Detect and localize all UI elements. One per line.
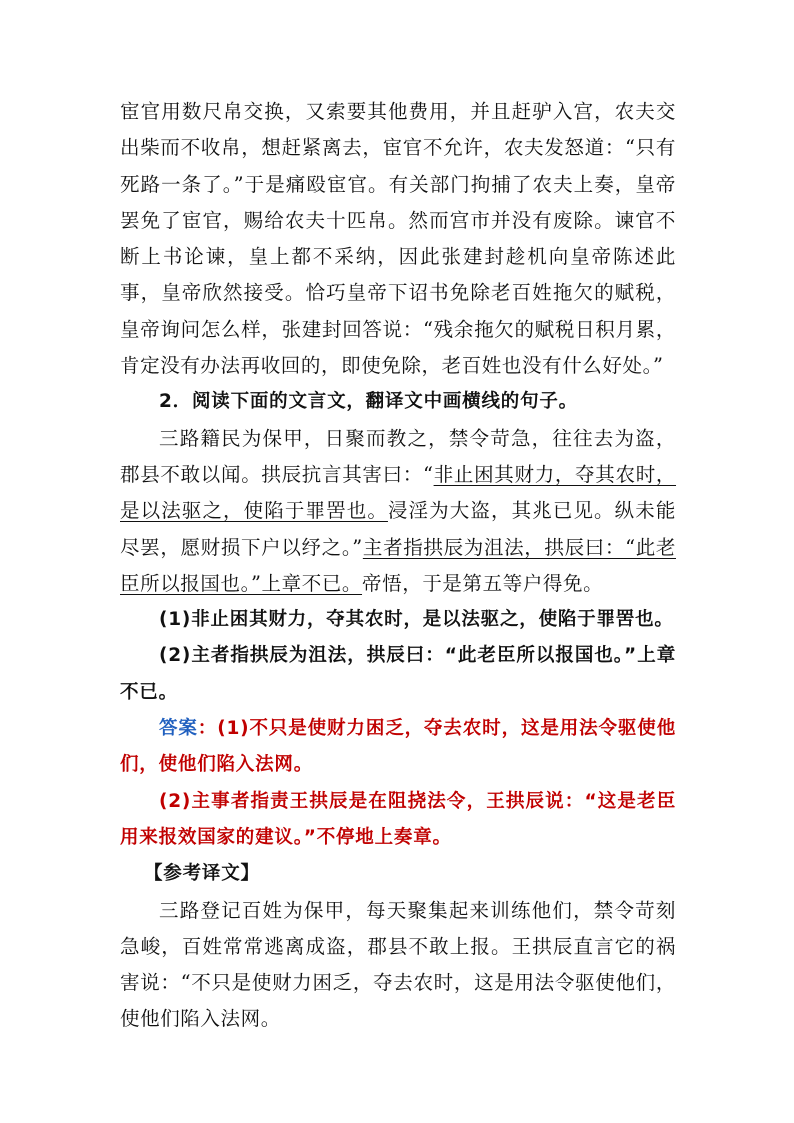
reference-translation-text: 三路登记百姓为保甲，每天聚集起来训练他们，禁令苛刻急峻，百姓常常逃离成盗，郡县不敢上报。王拱辰直言它的祸害说：“不只是使财力困乏，夺去农时，这是用法令驱使他们，使他们陷入法网。	[120, 898, 676, 1031]
answer-colon: ：	[197, 718, 218, 740]
underlined-sentence-2: 主者指拱辰为沮法，拱辰曰：“此老臣所以报国也。”上章不已。	[120, 535, 676, 595]
answer-1-text: (1)不只是使财力困乏，夺去农时，这是用法令驱使他们，使他们陷入法网。	[120, 718, 676, 776]
reference-translation-heading: 【参考译文】	[144, 863, 260, 885]
content-column	[120, 94, 676, 1038]
passage-text-2: 浸淫为大盗，其兆已见。纵未能尽罢，愿财损下户以纾之。”	[120, 499, 676, 559]
sentence-2: (2)主者指拱辰为沮法，拱辰曰：“此老臣所以报国也。”上章不已。	[120, 645, 676, 703]
classical-passage	[120, 421, 676, 602]
sentence-1: (1)非止困其财力，夺其农时，是以法驱之，使陷于罪罟也。	[159, 609, 674, 631]
translation-paragraph: 宦官用数尺帛交换，又索要其他费用，并且赶驴入宫，农夫交出柴而不收帛，想赶紧离去，宦官不允许，农夫发怒道：“只有死路一条了。”于是痛殴宦官。有关部门拘捕了农夫上奏，皇帝罢免了宦官，赐给农夫十匹帛。然而宫市并没有废除。谏官不断上书论谏，皇上都不采纳，因此张建封趁机向皇帝陈述此事，皇帝欣然接受。恰巧皇帝下诏书免除老百姓拖欠的赋税，皇帝询问怎么样，张建封回答说：“残余拖欠的赋税日积月累，肯定没有办法再收回的，即使免除，老百姓也没有什么好处。”	[120, 100, 676, 378]
underlined-sentence-1: 非止困其财力，夺其农时，是以法驱之，使陷于罪罟也。	[120, 462, 677, 523]
passage-text-3: 帝悟，于是第五等户得免。	[362, 571, 604, 595]
answer-2: (2)主事者指责王拱辰是在阻挠法令，王拱辰说：“这是老臣用来报效国家的建议。”不停地上奏章。	[120, 790, 676, 848]
answer-1	[120, 711, 676, 784]
passage-text-1: 三路籍民为保甲，日聚而教之，禁令苛急，往往去为盗，郡县不敢以闻。拱辰抗言其害曰：“	[120, 426, 676, 486]
answer-label: 答案	[159, 718, 198, 740]
question-heading: 2．阅读下面的文言文，翻译文中画横线的句子。	[159, 391, 578, 413]
